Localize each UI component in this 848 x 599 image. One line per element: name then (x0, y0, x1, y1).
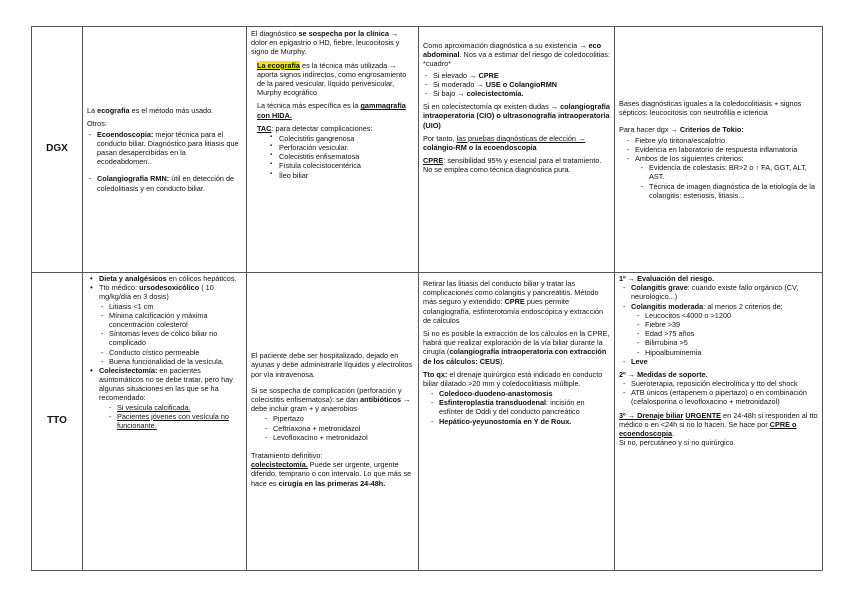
list-item: - Colangiografía RMN: útil en detección de coledolitiasis y en conducto biliar. (97, 174, 242, 192)
tto-step3-last: Si no, percutáneo y si no quirúrgico. (619, 438, 736, 448)
list-item: - Ecoendoscopia: mejor técnica para el conducto biliar. Diagnóstico para litiasis que pasan desapercibidas en la ecodeabdomen.. (97, 130, 242, 167)
tto-col2 (247, 273, 419, 571)
list-item: • Tto médico: ursodesoxicólico ( 10 mg/kg/día en 3 dosis) - Litiasis <1 cm - Mínima calcificación y máxima concentración colesterol - Síntomas leves de cólico biliar no complicado - Conducto cístico permeable - Buena funcionalidad de la vesícula. (99, 283, 242, 366)
list-item: - ATB únicos (ertapenem o pipertazo) o en combinación (cefalosporina o levofloxacino + metronidazol) (631, 388, 818, 406)
dgx-tokio: Para hacer dgx → Criterios de Tokio: (619, 125, 744, 135)
tto-cpre: Retirar las litiasis del conducto biliar y tratar las complicaciones como colangitis y pancreatitis. Método más seguro y extendido: CPRE pues permite colangiografía, esfinterotomía endoscópica y extracción de cálculos (423, 279, 604, 325)
list-item: - Síntomas leves de cólico biliar no complicado (109, 329, 242, 347)
list-item: ▪ Fístula colecistocentérica (279, 161, 414, 170)
list-item: - Colangitis grave: cuando existe fallo orgánico (CV, neurológico...) (631, 283, 818, 301)
list-item: - Pacientes jóvenes con vesícula no funcionante. (117, 412, 242, 430)
dgx-col1 (83, 27, 247, 273)
list-item: - Evidencia de colestasis: BR>2 o ↑ FA, GGT, ALT, AST. (649, 163, 818, 181)
row-header-tto: TTO (32, 273, 83, 571)
list-item: ▪ Íleo biliar (279, 171, 414, 180)
list-item: - Hepático-yeyunostomía en Y de Roux. (439, 417, 610, 426)
dgx-cio: Si en colecistectomía qx existen dudas → colangiografía intraoperatoria (CIO) o ultrasonografía intraoperatoria (UIO) (423, 102, 610, 130)
risk-list (423, 71, 610, 99)
dgx-col3 (419, 27, 615, 273)
list-item: - Fiebre y/o tiritona/escalofrío. (635, 136, 818, 145)
dgx-intro: La ecografía es el método más usado. (87, 106, 214, 116)
list-item: ▪ Colecistitis enfisematosa (279, 152, 414, 161)
list-item: - Fiebre >39 (645, 320, 818, 329)
list-item: - Si moderado → USE o ColangioRMN (433, 80, 610, 89)
list-item: - Si elevado → CPRE (433, 71, 610, 80)
list-item: • Colecistectomía: en pacientes asintomáticos no se debe tratar, pero hay algunas situaciones en las que se ha recomendado: - Si vesícula calcificada. - Pacientes jóvenes con vesícula no funcionante. (99, 366, 242, 430)
list-item: - Ambos de los siguientes criterios: - Evidencia de colestasis: BR>2 o ↑ FA, GGT, ALT, AST. - Técnica de imagen diagnóstica de la etiología de la colangitis: estenosis, litiasis... (635, 154, 818, 200)
dgx-cpre: CPRE: sensibilidad 95% y esencial para el tratamiento. No se emplea como técnica diagnóstica pura. (423, 156, 602, 175)
urso-indications-list (99, 302, 242, 366)
tto-qx: Tto qx: el drenaje quirúrgico está indicado en conducto biliar dilatado >20 mm y coledocolitiasis múltiple. (423, 369, 603, 388)
list-item: - Evidencia en laboratorio de respuesta inflamatoria (635, 145, 818, 154)
list-item: ▪ Perforación vesicular. (279, 143, 414, 152)
list-item: - Sueroterapia, reposición electrolítica y tto del shock (631, 379, 818, 388)
support-measures-list (619, 379, 818, 407)
dgx-eco-abdominal: Como aproximación diagnóstica a su existencia → eco abdominal. Nos va a estimar del riesgo de coledocolitias: *cuadro* (423, 41, 610, 69)
list-item: - Edad >75 años (645, 329, 818, 338)
dgx-otros: Otros: (87, 119, 107, 129)
list-item: • Dieta y analgésicos en cólicos hepáticos. (99, 274, 242, 283)
risk-levels-list (619, 283, 818, 366)
list-item: - Litiasis <1 cm (109, 302, 242, 311)
dgx-col4 (615, 27, 823, 273)
list-item: - Conducto cístico permeable (109, 348, 242, 357)
tac-complications-list (251, 134, 414, 180)
list-item: - Mínima calcificación y máxima concentración colesterol (109, 311, 242, 329)
tto-definitivo: Tratamiento definitivo: (251, 450, 323, 460)
list-item: - Buena funcionalidad de la vesícula. (109, 357, 242, 366)
dgx-bases: Bases diagnósticas iguales a la coledocolitiasis + signos sépticos: leucocitosis con neutrofilia e ictericia (619, 99, 802, 118)
dgx-col2 (247, 27, 419, 273)
summary-table (31, 26, 823, 571)
list-item: - Hipoalbuminemia (645, 348, 818, 357)
list-item: - Si vesícula calcificada. (117, 403, 242, 412)
tto-col3 (419, 273, 615, 571)
dgx-tac: TAC: para detectar complicaciones: (257, 123, 373, 133)
antibiotics-list (251, 414, 414, 442)
qx-techniques-list (423, 389, 610, 426)
list-item: - Ceftriaxona + metronidazol (273, 424, 414, 433)
list-item: - Si bajo → colecistectomía. (433, 89, 610, 98)
list-item: - Pipertazo (273, 414, 414, 423)
dgx-ecografia: La ecografía es la técnica más utilizada → aporta signos indirectos, como engrosamiento de la pared vesicular, líquido perivesicular, Murphy ecográfico (257, 60, 407, 98)
list-item: - Coledoco-duodeno-anastomosis (439, 389, 610, 398)
tto-step1: 1º → Evaluación del riesgo. (619, 274, 715, 283)
list-item: - Colangitis moderada: al menos 2 criterios de: - Leucocitos <4000 o >1200 - Fiebre >39 - Edad >75 años - Bilirrubina >5 - Hipoalbuminemia (631, 302, 818, 357)
list-item: - Levofloxacino + metronidazol (273, 433, 414, 442)
list-item: - Leucocitos <4000 o >1200 (645, 311, 818, 320)
tto-colecistectomia: colecistectomía. Puede ser urgente, urgente diferido, temprano o con intervalo. Lo que más se hace es cirugía en las primeras 24-48h. (251, 460, 412, 488)
list-item: ▪ Colecistitis gangrenosa (279, 134, 414, 143)
list-item: - Leve (631, 357, 818, 366)
dgx-otros-list (87, 130, 242, 193)
list-item: - Esfinteroplastia transduodenal: incisión en esfínter de Oddi y del conducto pancreático (439, 398, 610, 416)
tto-main-list (87, 274, 242, 430)
list-item: - Técnica de imagen diagnóstica de la etiología de la colangitis: estenosis, litiasis... (649, 182, 818, 200)
dgx-gammagrafia: La técnica más específica es la gammagrafía con HIDA. (257, 101, 406, 120)
tto-hospitalizado: El paciente debe ser hospitalizado, dejado en ayunas y debe administrarle líquidos y electrolitos por vía intravenosa. (251, 351, 413, 379)
tto-step3: 3º → Drenaje biliar URGENTE en 24-48h si responden al tto médico o en <24h si no lo hacen. Se hace por CPRE o ecoendoscopia. (619, 410, 818, 438)
dgx-clinica: El diagnóstico se sospecha por la clínica → dolor en epigastrio o HD, fiebre, leucocitosis y signo de Murphy. (251, 29, 400, 57)
row-tto (32, 273, 823, 571)
row-header-dgx: DGX (32, 27, 83, 273)
list-item: - Bilirrubina >5 (645, 338, 818, 347)
tokio-sub-list (635, 163, 818, 200)
tto-ceus: Si no es posible la extracción de los cálculos en la CPRE, habrá que realizar exploración de la vía biliar durante la cirugía (colangiografía intraoperatoria con extracción de los cálculos: CEUS). (423, 328, 610, 366)
tto-antibioticos: Si se sospecha de complicación (perforación y colecistitis enfisematosa): se dan antibióticos → debe incluir gram + y anaerobios (251, 385, 411, 414)
dgx-pruebas-eleccion: Por tanto, las pruebas diagnósticas de elección → colangio-RM o la ecoendoscopia (423, 133, 586, 152)
row-dgx (32, 27, 823, 273)
tto-step2: 2º → Medidas de soporte. (619, 369, 708, 379)
tto-col4 (615, 273, 823, 571)
colecistectomia-list (99, 403, 242, 431)
tokio-criteria-list (619, 136, 818, 200)
moderate-criteria-list (631, 311, 818, 357)
tto-col1 (83, 273, 247, 571)
